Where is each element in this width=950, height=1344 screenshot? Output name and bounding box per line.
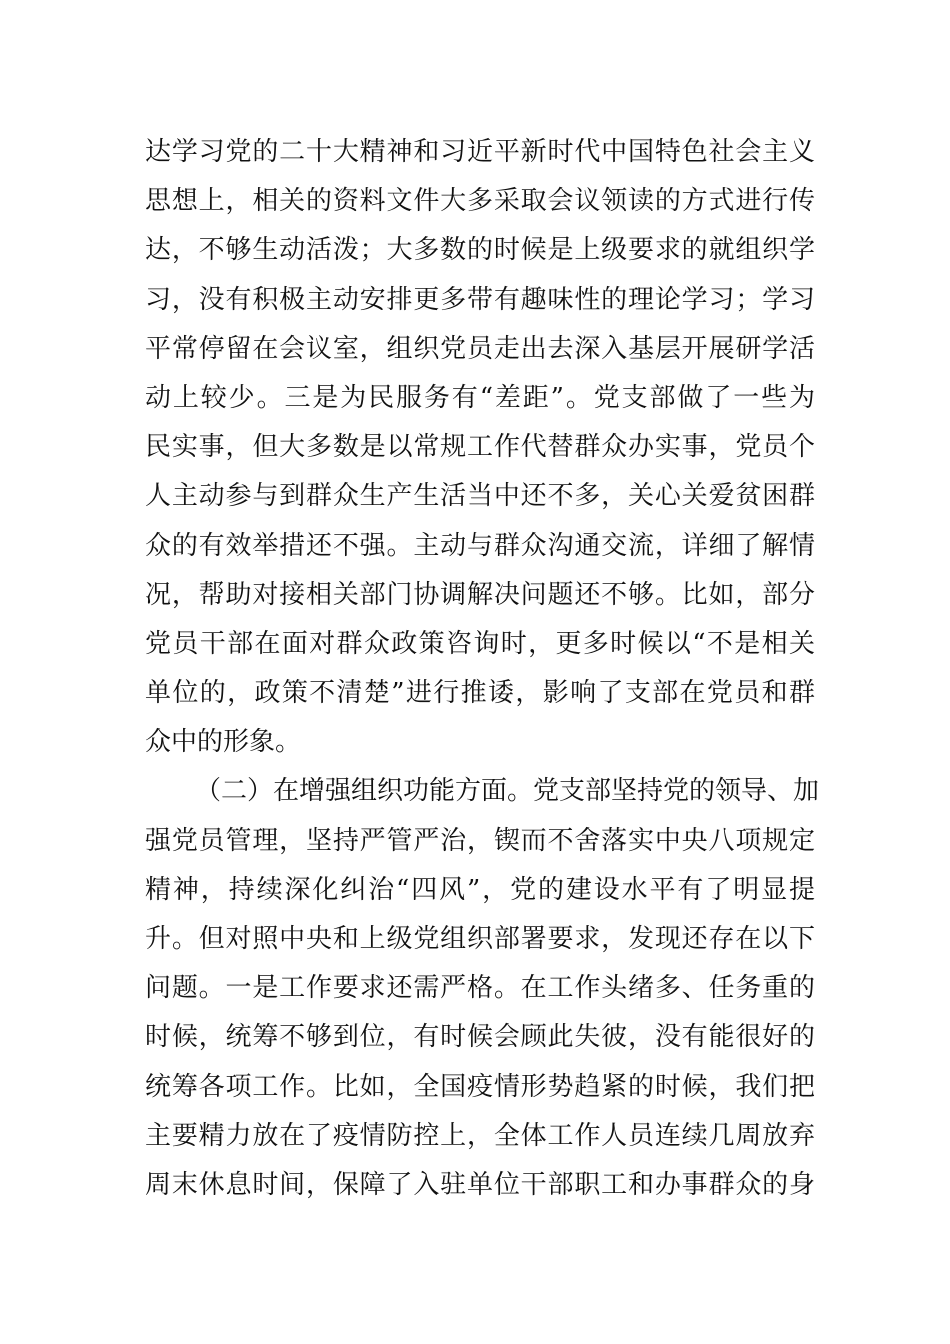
- text-line: 主要精力放在了疫情防控上，全体工作人员连续几周放弃: [145, 1120, 815, 1151]
- text-line: 况，帮助对接相关部门协调解决问题还不够。比如，部分: [145, 579, 815, 610]
- section-heading-line: （二）在增强组织功能方面。党支部坚持党的领导、加: [195, 776, 820, 807]
- body-text: [145, 128, 820, 1210]
- paragraph-end-line: 众中的形象。: [145, 727, 302, 758]
- text-line: 单位的，政策不清楚”进行推诿，影响了支部在党员和群: [145, 678, 815, 709]
- text-line: 达，不够生动活泼；大多数的时候是上级要求的就组织学: [145, 235, 815, 266]
- text-line: 众的有效举措还不强。主动与群众沟通交流，详细了解情: [145, 530, 815, 561]
- text-line: 升。但对照中央和上级党组织部署要求，发现还存在以下: [145, 924, 815, 954]
- text-line: 思想上，相关的资料文件大多采取会议领读的方式进行传: [145, 186, 815, 217]
- text-line: 达学习党的二十大精神和习近平新时代中国特色社会主义: [145, 137, 815, 167]
- text-line: 习，没有积极主动安排更多带有趣味性的理论学习；学习: [145, 284, 815, 315]
- text-line: 周末休息时间，保障了入驻单位干部职工和办事群众的身: [145, 1169, 815, 1200]
- text-line: 问题。一是工作要求还需严格。在工作头绪多、任务重的: [145, 973, 815, 1004]
- text-line: 民实事，但大多数是以常规工作代替群众办实事，党员个: [145, 432, 815, 463]
- text-line: 平常停留在会议室，组织党员走出去深入基层开展研学活: [145, 333, 815, 364]
- text-line: 时候，统筹不够到位，有时候会顾此失彼，没有能很好的: [145, 1022, 815, 1053]
- text-line: 人主动参与到群众生产生活当中还不多，关心关爱贫困群: [145, 481, 815, 512]
- text-line: 党员干部在面对群众政策咨询时，更多时候以“不是相关: [145, 628, 815, 659]
- text-line: 动上较少。三是为民服务有“差距”。党支部做了一些为: [145, 382, 815, 413]
- text-line: 强党员管理，坚持严管严治，锲而不舍落实中央八项规定: [145, 825, 815, 856]
- text-line: 精神，持续深化纠治“四风”，党的建设水平有了明显提: [145, 874, 815, 905]
- text-line: 统筹各项工作。比如，全国疫情形势趋紧的时候，我们把: [145, 1071, 815, 1102]
